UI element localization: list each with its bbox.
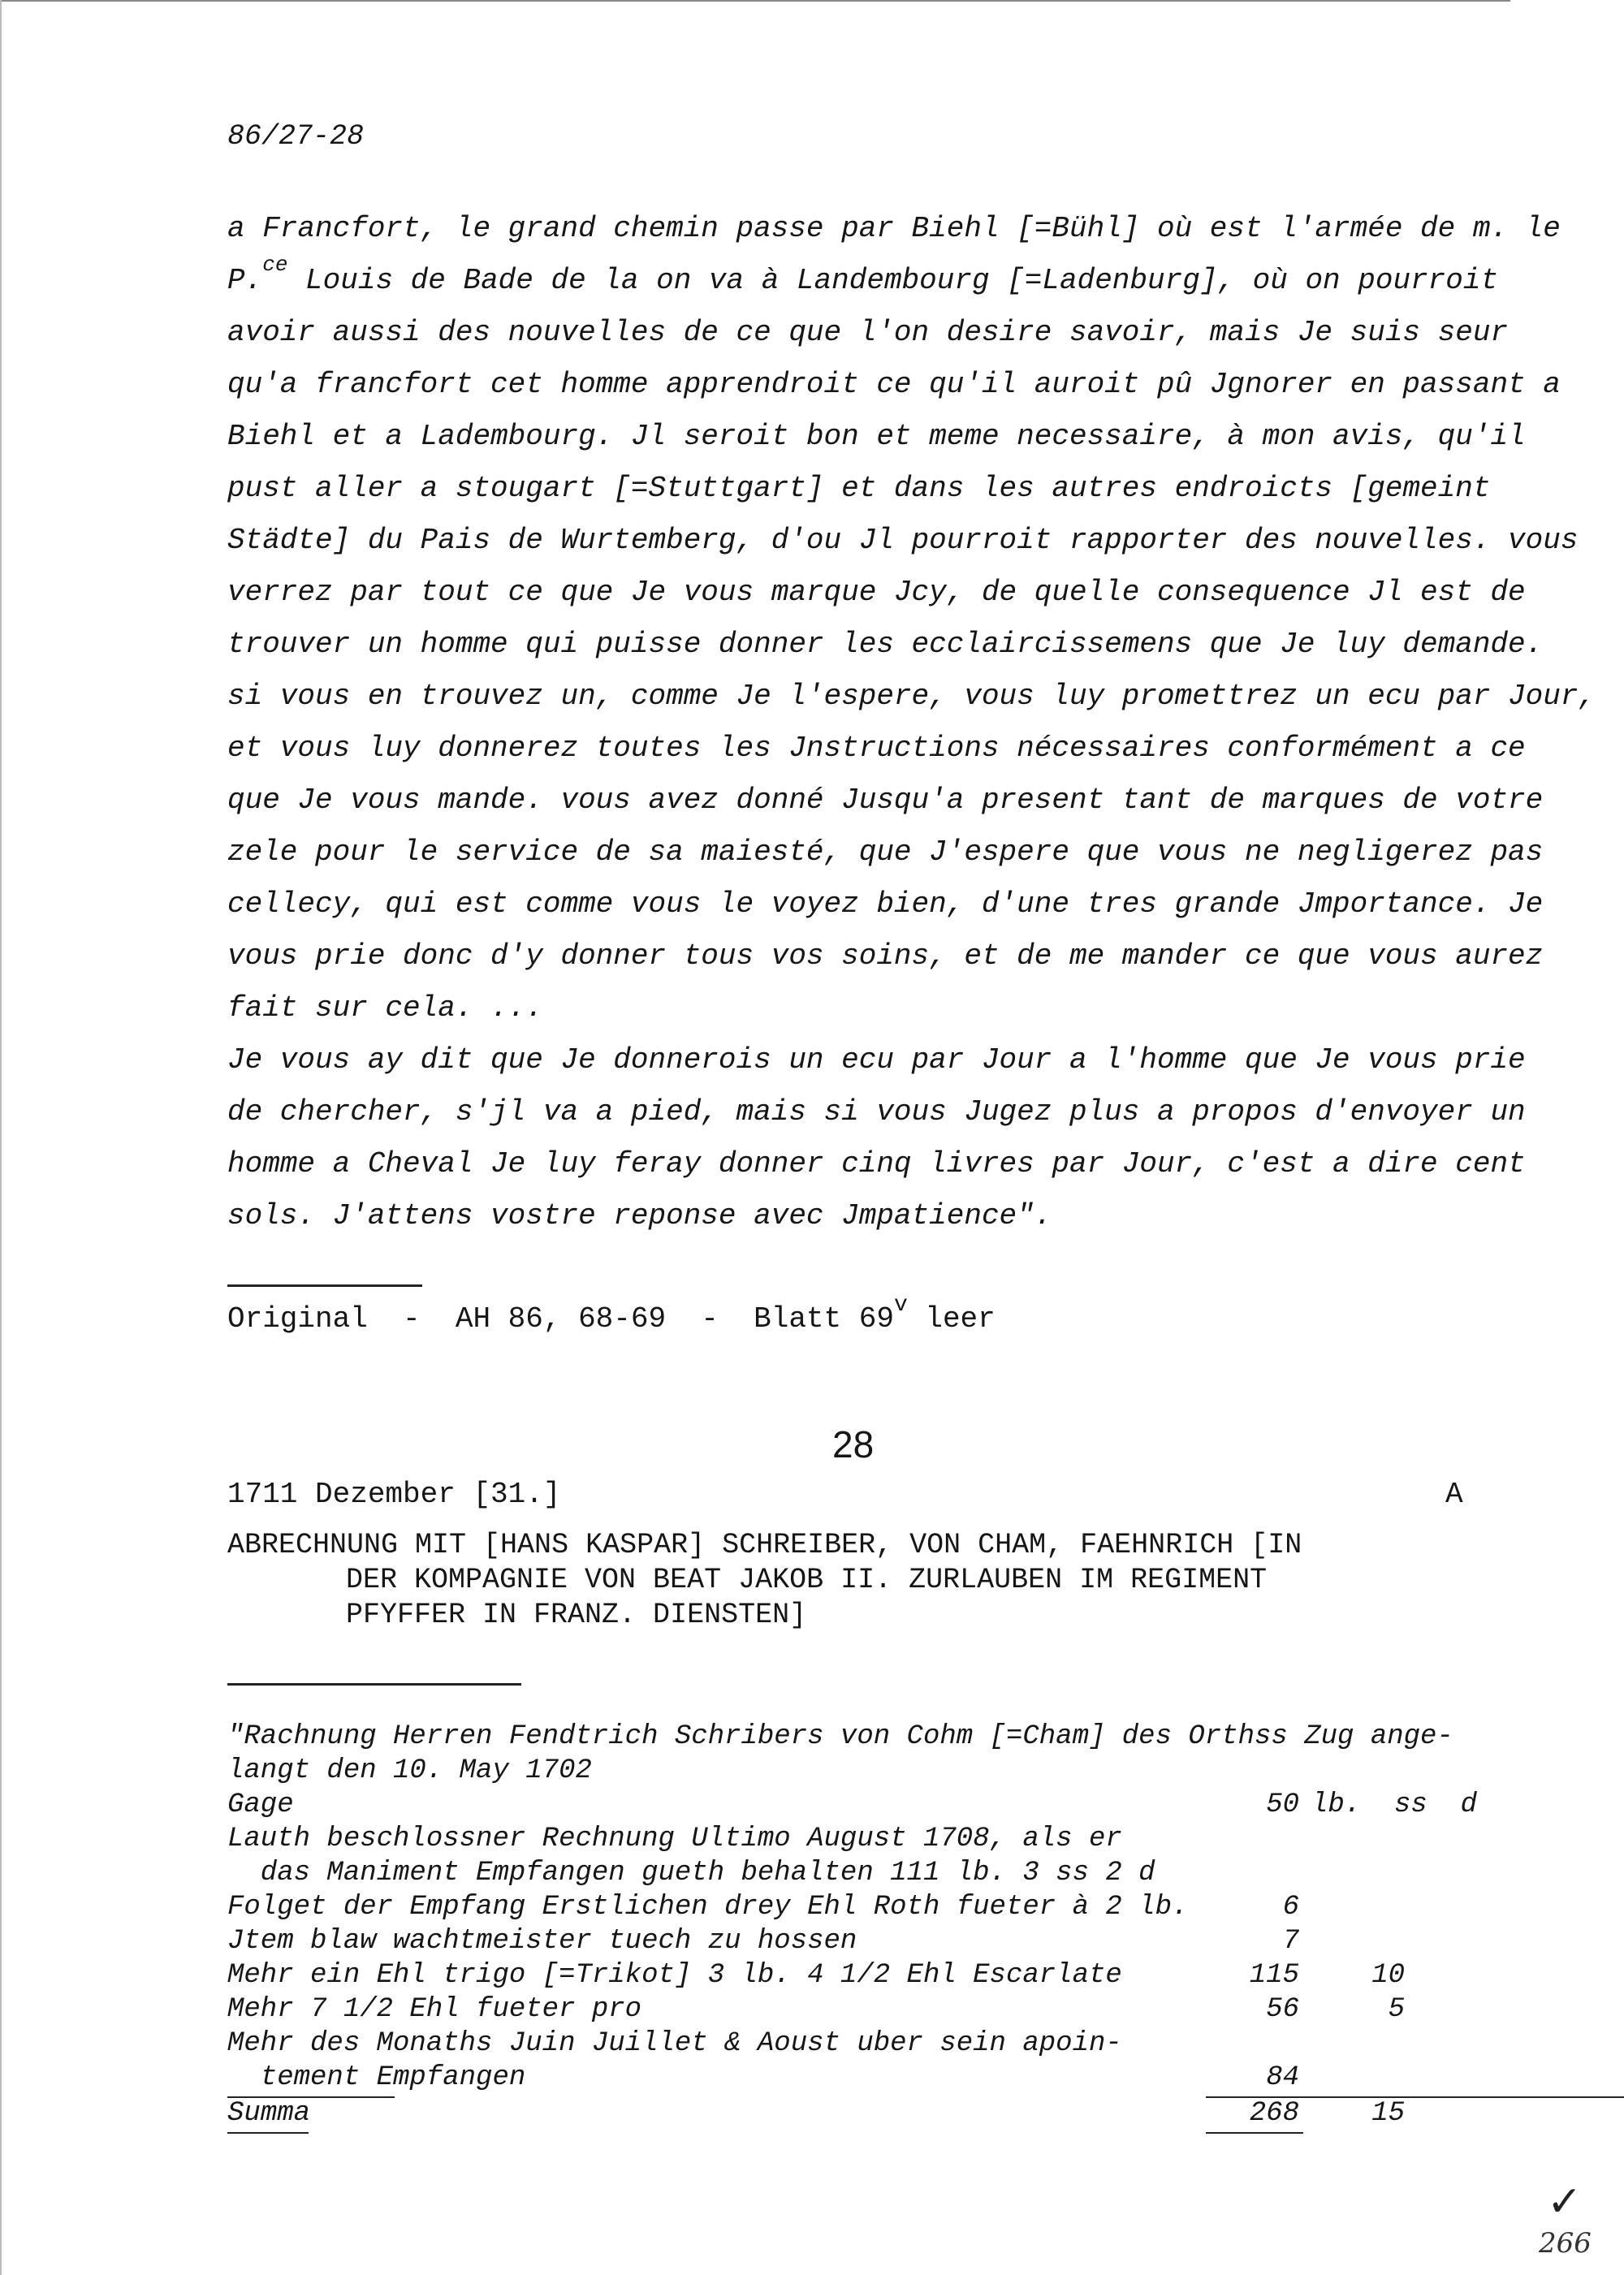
account-row: das Maniment Empfangen gueth behalten 111 lb. 3 ss 2 d: [227, 1858, 1155, 1889]
superscript: ce: [262, 253, 288, 277]
letter-line: vous prie donc d'y donner tous vos soins, et de me mander ce que vous aurez: [227, 939, 1544, 973]
account-row-gage: Gage 50 lb. ss d: [227, 1789, 1478, 1820]
account-sum-row: Summa 268 15: [227, 2098, 1405, 2129]
page-reference: 86/27-28: [227, 120, 365, 153]
account-row: tement Empfangen 84: [227, 2062, 1299, 2093]
letter-line: qu'a francfort cet homme apprendroit ce qu'il auroit pû Jgnorer en passant a: [227, 368, 1561, 401]
document-heading: [227, 1528, 1494, 1633]
account-row: Mehr ein Ehl trigo [=Trikot] 3 lb. 4 1/2 Ehl Escarlate 115 10: [227, 1960, 1405, 1991]
letter-line: Biehl et a Ladembourg. Jl seroit bon et meme necessaire, à mon avis, qu'il: [227, 420, 1526, 453]
account-intro: langt den 10. May 1702: [227, 1755, 592, 1786]
letter-line: Je vous ay dit que Je donnerois un ecu par Jour a l'homme que Je vous prie: [227, 1043, 1526, 1077]
amount-lb: 50: [1266, 1789, 1299, 1820]
account-intro: "Rachnung Herren Fendtrich Schribers von Cohm [=Cham] des Orthss Zug ange-: [227, 1721, 1453, 1752]
handwritten-page-number: 266: [1539, 2227, 1592, 2260]
sum-underline: [1206, 2132, 1303, 2134]
amount-lb: 115: [1249, 1960, 1299, 1991]
sum-underline: [227, 2132, 309, 2134]
heading-line: PFYFFER IN FRANZ. DIENSTEN]: [346, 1599, 807, 1631]
scan-top-edge: [0, 0, 1510, 2]
letter-line: cellecy, qui est comme vous le voyez bien, d'une tres grande Jmportance. Je: [227, 887, 1544, 921]
amount-lb: 7: [1282, 1926, 1299, 1957]
letter-line: verrez par tout ce que Je vous marque Jcy, de quelle consequence Jl est de: [227, 576, 1526, 609]
letter-line: trouver un homme qui puisse donner les ecclaircissemens que Je luy demande.: [227, 628, 1544, 661]
account-row: Folget der Empfang Erstlichen drey Ehl Roth fueter à 2 lb. 6: [227, 1892, 1299, 1923]
currency-units: lb. ss d: [1311, 1789, 1478, 1820]
letter-line: homme a Cheval Je luy feray donner cinq livres par Jour, c'est a dire cent: [227, 1147, 1526, 1181]
amount-lb: 6: [1282, 1892, 1299, 1923]
heading-line: DER KOMPAGNIE VON BEAT JAKOB II. ZURLAUBEN IM REGIMENT: [346, 1564, 1268, 1596]
letter-line: que Je vous mande. vous avez donné Jusqu'a present tant de marques de votre: [227, 784, 1544, 817]
amount-ss: 10: [1371, 1960, 1405, 1991]
letter-line: et vous luy donnerez toutes les Jnstructions nécessaires conformément a ce: [227, 732, 1526, 765]
letter-line: a Francfort, le grand chemin passe par Biehl [=Bühl] où est l'armée de m. le: [227, 212, 1561, 245]
letter-line: avoir aussi des nouvelles de ce que l'on desire savoir, mais Je suis seur: [227, 316, 1509, 349]
letter-line: de chercher, s'jl va a pied, mais si vous Jugez plus a propos d'envoyer un: [227, 1095, 1526, 1129]
document-date: 1711 Dezember [31.]: [227, 1478, 561, 1511]
original-source-note: Original - AH 86, 68-69 - Blatt 69$^v$ leer: [227, 1293, 996, 1336]
amount-lb: 56: [1266, 1994, 1299, 2025]
account-row: Mehr 7 1/2 Ehl fueter pro 56 5: [227, 1994, 1405, 2025]
letter-text: [227, 203, 1608, 1242]
amount-lb: 84: [1266, 2062, 1299, 2093]
letter-line: Städte] du Pais de Wurtemberg, d'ou Jl pourroit rapporter des nouvelles. vous: [227, 524, 1579, 557]
letter-line: si vous en trouvez un, comme Je l'espere, vous luy promettrez un ecu par Jour,: [227, 680, 1596, 713]
account-row: Mehr des Monaths Juin Juillet & Aoust uber sein apoin-: [227, 2028, 1122, 2059]
sum-ss: 15: [1371, 2098, 1405, 2129]
footnote-divider: [227, 1284, 422, 1287]
amount-ss: 5: [1388, 1994, 1405, 2025]
document-number: 28: [832, 1423, 875, 1466]
superscript: v: [893, 1293, 908, 1318]
sum-lb: 268: [1249, 2098, 1299, 2129]
letter-line: P.$^{ce}$ Louis de Bade de la on va à Landembourg [=Ladenburg], où on pourroit: [227, 253, 1499, 297]
letter-line: fait sur cela. ...: [227, 991, 543, 1025]
handwritten-checkmark: ✓: [1547, 2178, 1583, 2226]
account-row: Lauth beschlossner Rechnung Ultimo August 1708, als er: [227, 1824, 1122, 1854]
letter-line: zele pour le service de sa maiesté, que J'espere que vous ne negligerez pas: [227, 835, 1544, 869]
letter-line: sols. J'attens vostre reponse avec Jmpatience".: [227, 1199, 1052, 1232]
document-type-letter: A: [1445, 1478, 1463, 1511]
scan-left-edge: [0, 0, 2, 2275]
heading-line: ABRECHNUNG MIT [HANS KASPAR] SCHREIBER, VON CHAM, FAEHNRICH [IN: [227, 1529, 1302, 1561]
account-row: Jtem blaw wachtmeister tuech zu hossen 7: [227, 1926, 1299, 1957]
letter-line: pust aller a stougart [=Stuttgart] et dans les autres endroicts [gemeint: [227, 472, 1491, 505]
section-divider: [227, 1683, 521, 1686]
